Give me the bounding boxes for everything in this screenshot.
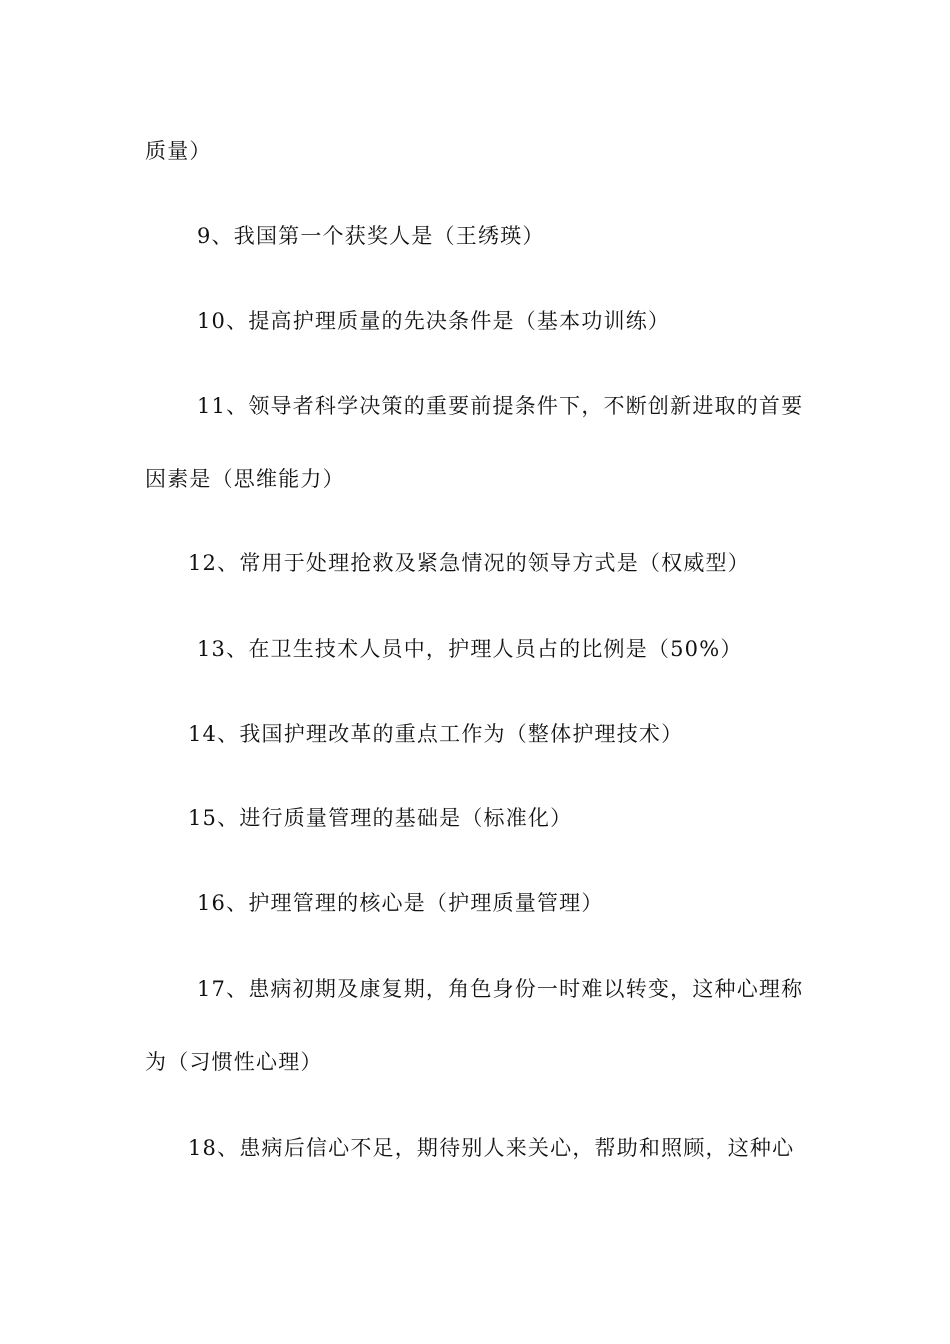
question-12: 12、常用于处理抢救及紧急情况的领导方式是（权威型） [188, 551, 750, 575]
question-17-continuation: 为（习惯性心理） [145, 1050, 323, 1074]
text-line-quality-continuation: 质量） [145, 139, 212, 163]
question-18: 18、患病后信心不足，期待别人来关心，帮助和照顾，这种心 [188, 1136, 795, 1160]
question-17: 17、患病初期及康复期，角色身份一时难以转变，这种心理称 [197, 977, 804, 1001]
question-11: 11、领导者科学决策的重要前提条件下，不断创新进取的首要 [197, 394, 804, 418]
question-13: 13、在卫生技术人员中，护理人员占的比例是（50%） [197, 637, 743, 661]
question-14: 14、我国护理改革的重点工作为（整体护理技术） [188, 722, 684, 746]
question-16: 16、护理管理的核心是（护理质量管理） [197, 891, 604, 915]
question-10: 10、提高护理质量的先决条件是（基本功训练） [197, 309, 671, 333]
question-11-continuation: 因素是（思维能力） [145, 467, 345, 491]
question-15: 15、进行质量管理的基础是（标准化） [188, 806, 573, 830]
question-9: 9、我国第一个获奖人是（王绣瑛） [197, 224, 545, 248]
